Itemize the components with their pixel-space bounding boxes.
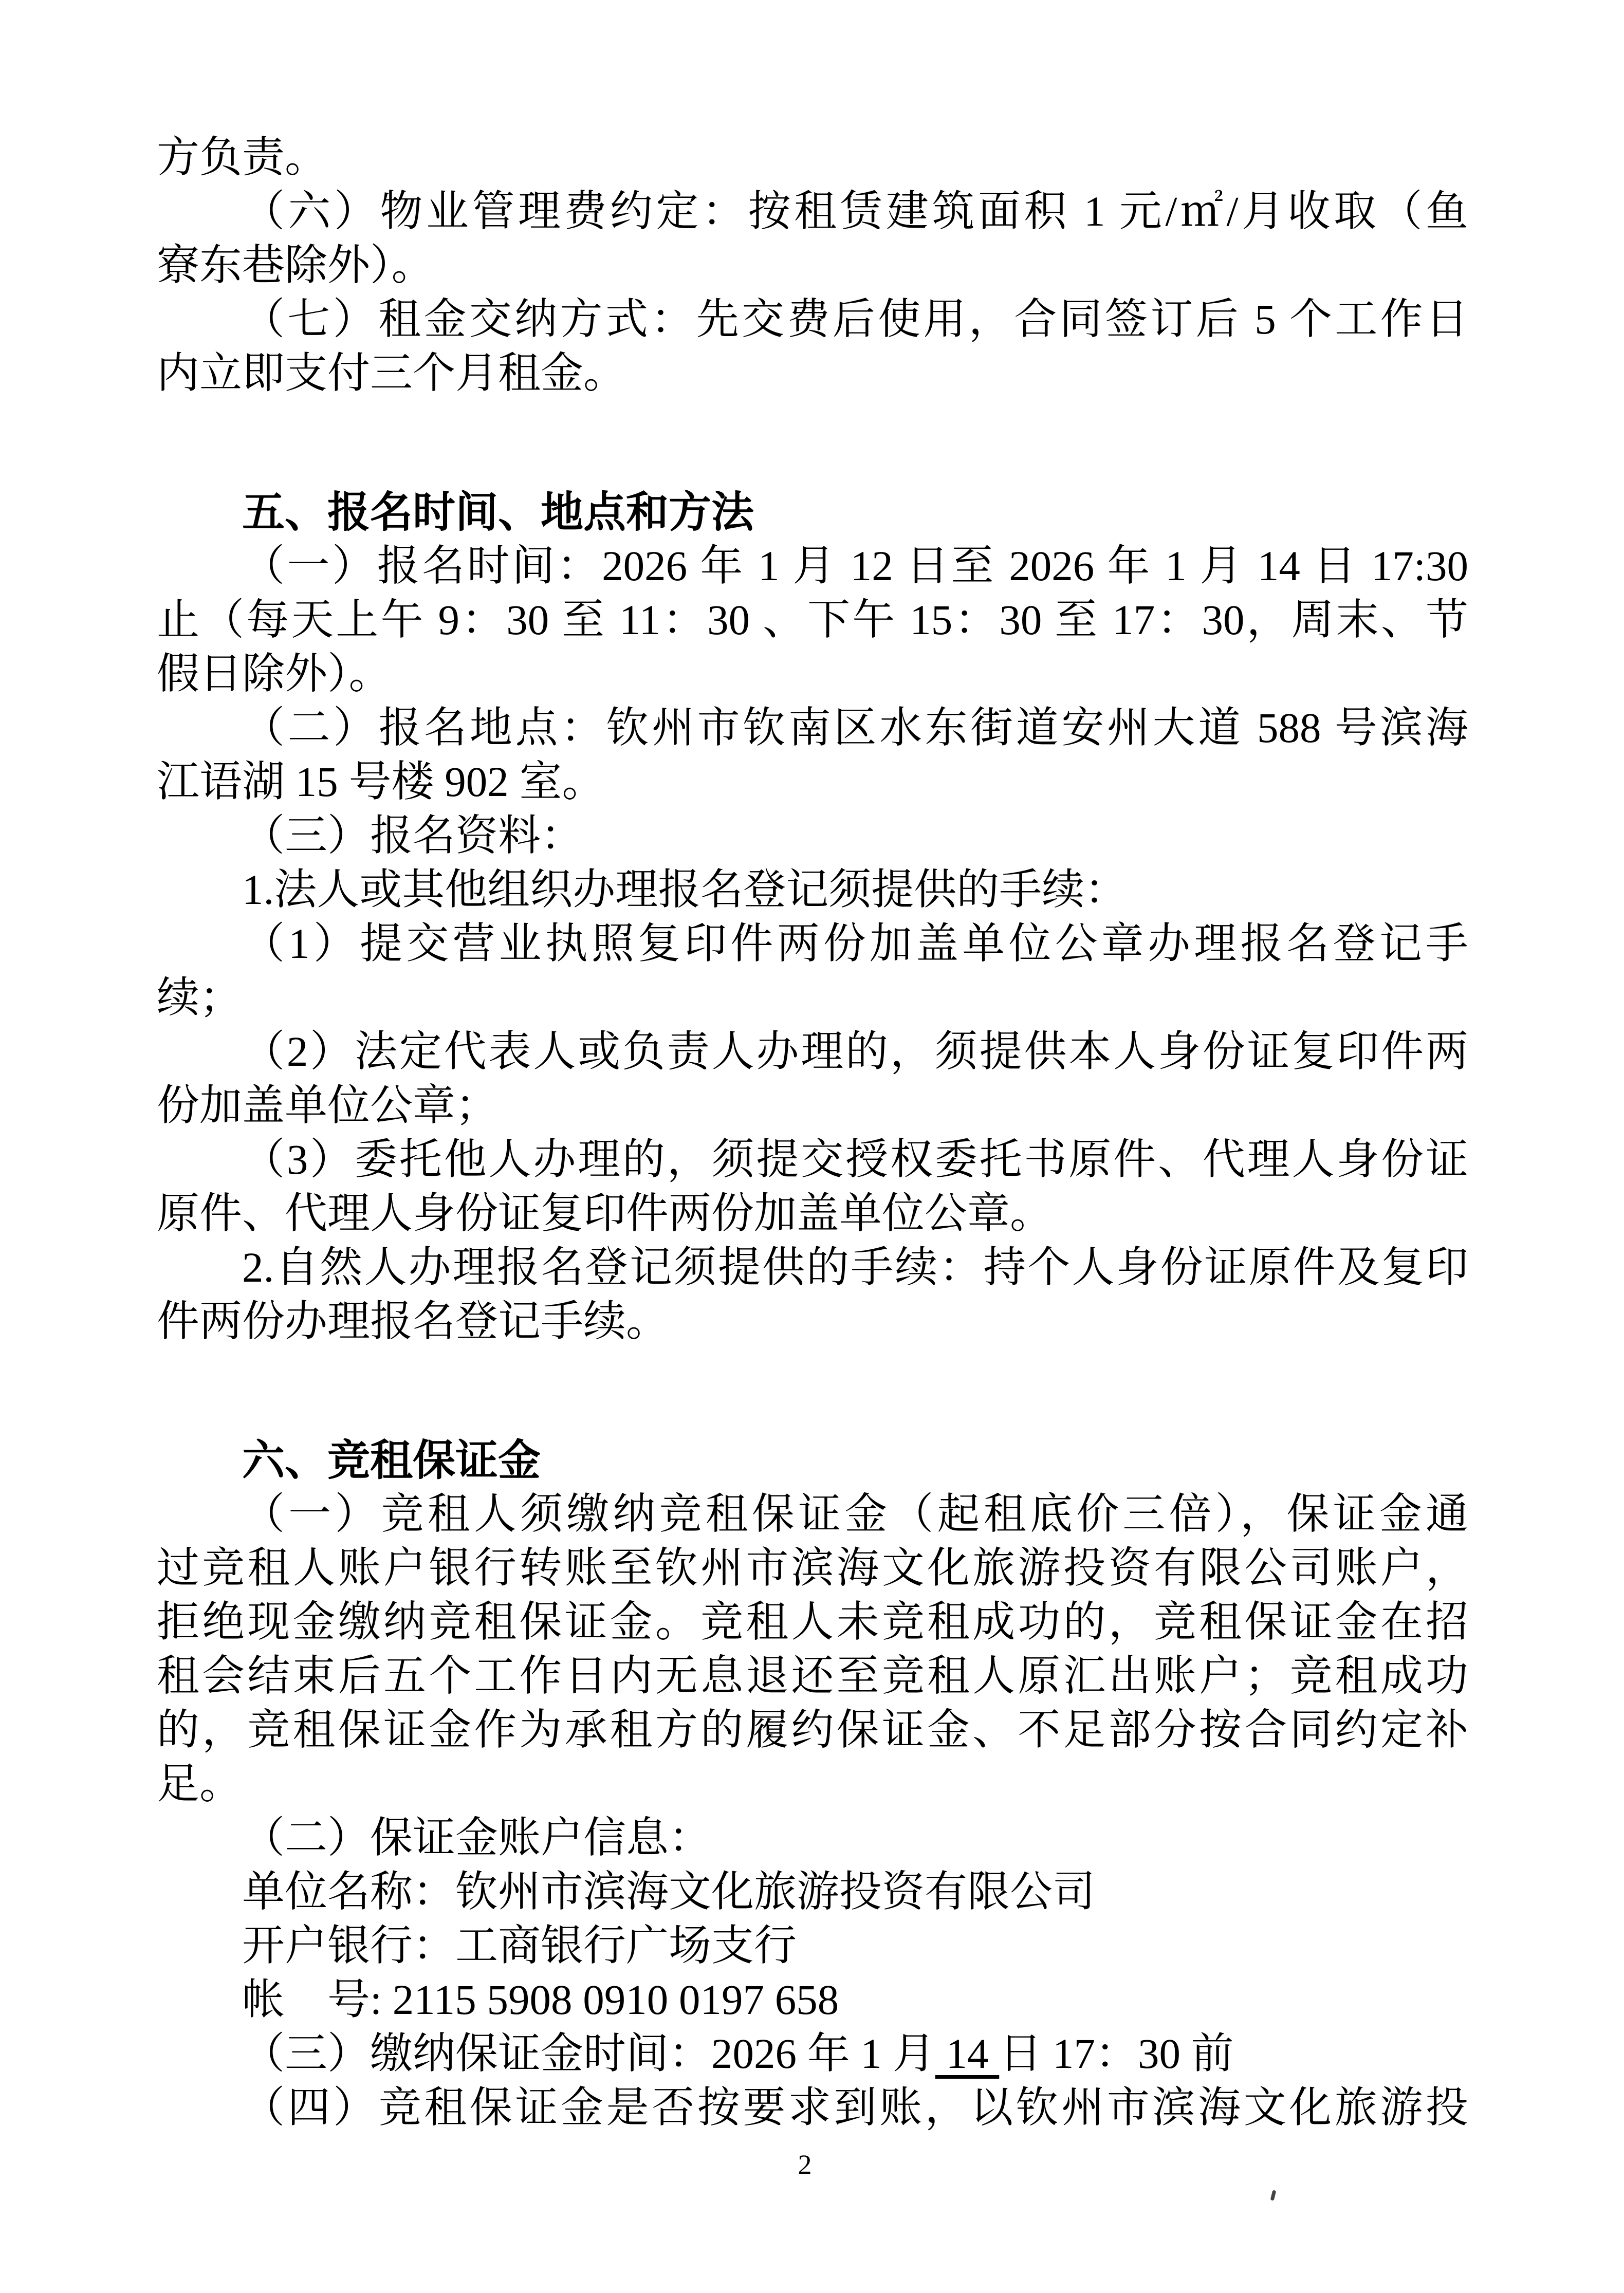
blank-line	[157, 400, 1468, 485]
text-segment: （三）缴纳保证金时间：2026 年 1 月	[242, 2030, 935, 2077]
text-line: （1）提交营业执照复印件两份加盖单位公章办理报名登记手	[242, 920, 1468, 967]
text-line: 过竞租人账户银行转账至钦州市滨海文化旅游投资有限公司账户，	[157, 1544, 1468, 1592]
section-heading: 五、报名时间、地点和方法	[242, 488, 754, 536]
underlined-date: 14	[935, 2030, 1000, 2077]
text-line: 的，竞租保证金作为承租方的履约保证金、不足部分按合同约定补	[157, 1706, 1468, 1753]
text-line: 原件、代理人身份证复印件两份加盖单位公章。	[157, 1190, 1053, 1237]
text-line: 1.法人或其他组织办理报名登记须提供的手续：	[242, 866, 1128, 913]
text-line	[157, 2027, 1468, 2081]
text-line: 帐 号: 2115 5908 0910 0197 658	[242, 1976, 839, 2023]
text-line: 内立即支付三个月租金。	[157, 349, 626, 397]
text-line: （一）报名时间：2026 年 1 月 12 日至 2026 年 1 月 14 日 17:30	[242, 542, 1468, 589]
text-line: 租会结束后五个工作日内无息退还至竞租人原汇出账户；竞租成功	[157, 1652, 1468, 1699]
text-line: 寮东巷除外）。	[157, 242, 434, 289]
text-line: （二）保证金账户信息：	[242, 1814, 711, 1861]
text-line: 开户银行：工商银行广场支行	[242, 1922, 797, 1969]
text-line: 足。	[157, 1760, 242, 1807]
text-segment: 日 17：30 前	[999, 2030, 1234, 2077]
text-line: （2）法定代表人或负责人办理的，须提供本人身份证复印件两	[242, 1028, 1468, 1075]
text-line: 份加盖单位公章；	[157, 1082, 498, 1129]
text-line: 方负责。	[157, 134, 327, 181]
text-line: （一）竞租人须缴纳竞租保证金（起租底价三倍），保证金通	[242, 1490, 1468, 1538]
page-number: 2	[798, 2149, 812, 2180]
text-line: 单位名称：钦州市滨海文化旅游投资有限公司	[242, 1868, 1095, 1915]
text-line: 2.自然人办理报名登记须提供的手续：持个人身份证原件及复印	[242, 1244, 1468, 1291]
section-heading: 六、竞租保证金	[242, 1436, 541, 1484]
text-line: 续；	[157, 974, 242, 1021]
text-line: （七）租金交纳方式：先交费后使用，合同签订后 5 个工作日	[242, 295, 1468, 343]
text-line: （三）报名资料：	[242, 812, 583, 859]
text-line: 件两份办理报名登记手续。	[157, 1298, 669, 1345]
text-line: 江语湖 15 号楼 902 室。	[157, 758, 605, 805]
text-line: 拒绝现金缴纳竞租保证金。竞租人未竞租成功的，竞租保证金在招	[157, 1598, 1468, 1645]
scan-artifact	[1270, 2190, 1277, 2200]
blank-line	[157, 1348, 1468, 1433]
text-line: （3）委托他人办理的，须提交授权委托书原件、代理人身份证	[242, 1136, 1468, 1183]
text-line: （二）报名地点：钦州市钦南区水东街道安州大道 588 号滨海	[242, 704, 1468, 751]
text-line: 假日除外）。	[157, 650, 392, 697]
text-line: 止（每天上午 9：30 至 11：30 、下午 15：30 至 17：30，周末、节	[157, 596, 1468, 643]
text-line: （六）物业管理费约定：按租赁建筑面积 1 元/㎡/月收取（鱼	[242, 188, 1468, 235]
text-line: （四）竞租保证金是否按要求到账，以钦州市滨海文化旅游投	[242, 2084, 1468, 2131]
document-body	[157, 131, 1468, 2135]
